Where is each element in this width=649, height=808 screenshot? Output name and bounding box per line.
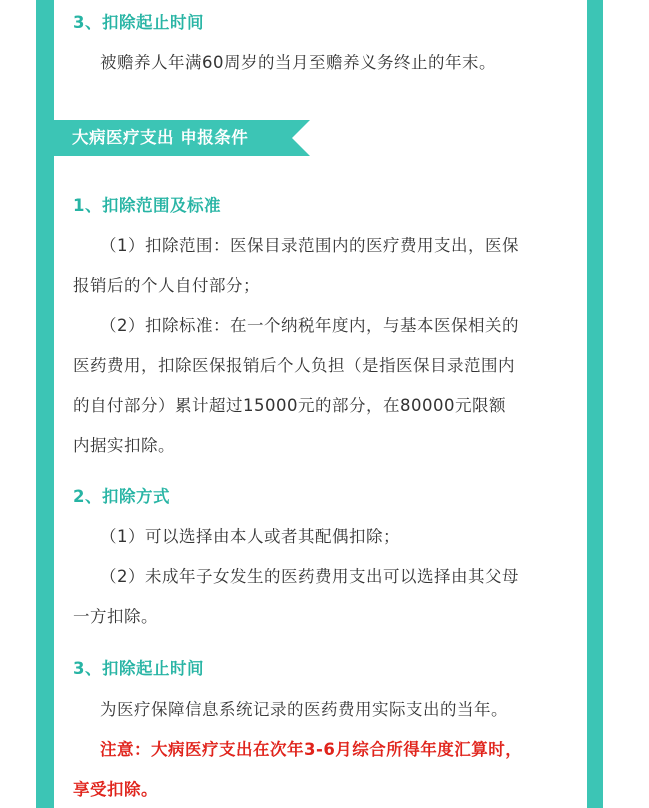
paragraph-text: 医药费用，扣除医保报销后个人负担（是指医保目录范围内 — [73, 356, 515, 375]
paragraph-text: 内据实扣除。 — [73, 436, 175, 455]
section-heading-method: 2、扣除方式 — [73, 487, 170, 506]
warning-note: 注意：大病医疗支出在次年3-6月综合所得年度汇算时， — [100, 740, 523, 759]
paragraph-text: 的自付部分）累计超过15000元的部分，在80000元限额 — [73, 396, 506, 415]
left-border — [36, 0, 54, 808]
paragraph-text: （2）未成年子女发生的医药费用支出可以选择由其父母 — [100, 567, 519, 586]
paragraph-text: 一方扣除。 — [73, 607, 158, 626]
paragraph-text: （1）扣除范围：医保目录范围内的医疗费用支出，医保 — [100, 236, 519, 255]
warning-note: 享受扣除。 — [73, 780, 158, 799]
right-border — [587, 0, 603, 808]
banner-title: 大病医疗支出 申报条件 — [72, 128, 249, 147]
section-banner — [54, 120, 310, 156]
section-heading-time-top: 3、扣除起止时间 — [73, 13, 204, 32]
paragraph-text: （2）扣除标准：在一个纳税年度内，与基本医保相关的 — [100, 316, 519, 335]
section-heading-time: 3、扣除起止时间 — [73, 659, 204, 678]
paragraph-text: 被赡养人年满60周岁的当月至赡养义务终止的年末。 — [100, 53, 496, 72]
paragraph-text: 为医疗保障信息系统记录的医药费用实际支出的当年。 — [100, 700, 508, 719]
paragraph-text: （1）可以选择由本人或者其配偶扣除； — [100, 527, 400, 546]
section-heading-scope: 1、扣除范围及标准 — [73, 196, 221, 215]
paragraph-text: 报销后的个人自付部分； — [73, 276, 260, 295]
